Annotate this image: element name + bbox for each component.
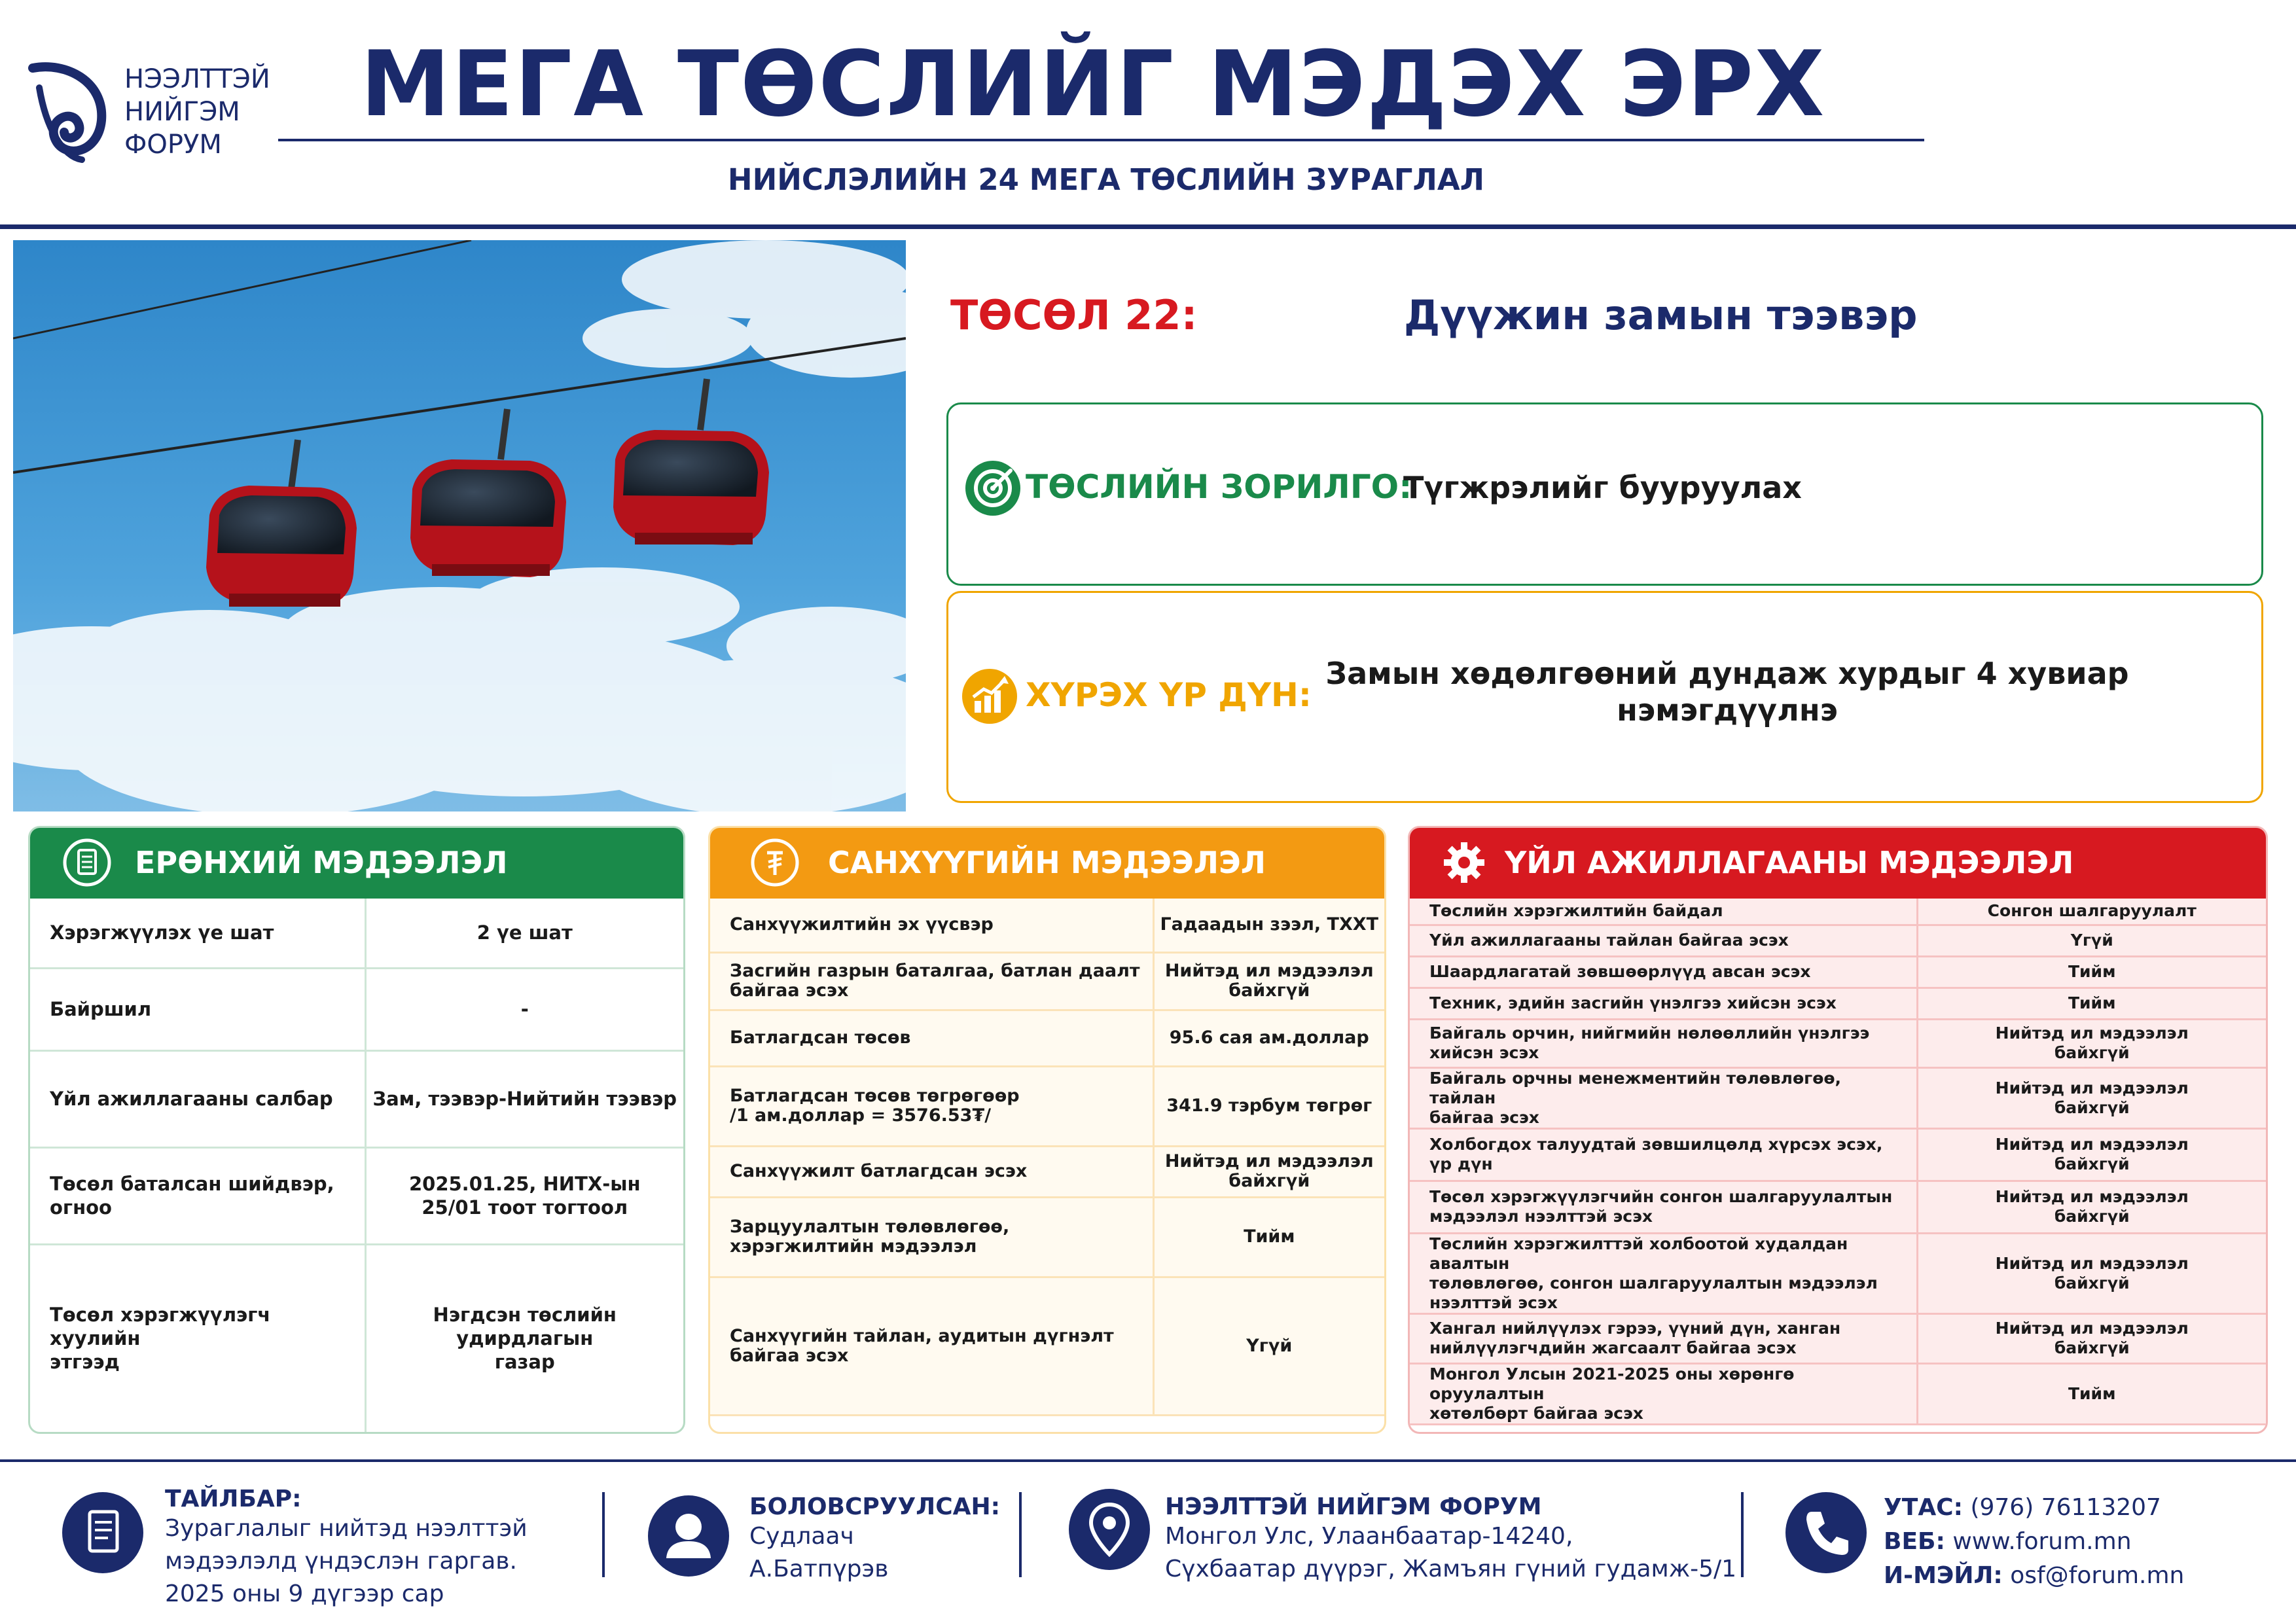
row-label-line: Үйл ажиллагааны салбар — [50, 1088, 333, 1110]
row-label — [30, 1244, 365, 1433]
target-icon — [965, 460, 1021, 516]
row-value-line: Сонгон шалгаруулалт — [1987, 901, 2197, 921]
result-box — [946, 591, 2263, 803]
row-label — [710, 899, 1153, 952]
row-value-line: 2 үе шат — [476, 921, 573, 944]
row-value-line: байхгүй — [2054, 1273, 2130, 1293]
result-label: ХҮРЭХ ҮР ДҮН: — [1026, 676, 1312, 714]
row-label-line: хийсэн эсэх — [1429, 1043, 1539, 1062]
row-value-line: Нийтэд ил мэдээлэл — [1995, 1253, 2189, 1273]
row-value-line: Үгүй — [2070, 931, 2113, 950]
general-info-card — [28, 826, 685, 1434]
logo-line: НЭЭЛТТЭЙ — [124, 64, 270, 94]
row-label-line: Байгаль орчны менежментийн төлөвлөгөө, тайлан — [1429, 1068, 1842, 1107]
table-row — [1410, 1313, 2266, 1363]
row-value — [1153, 899, 1384, 952]
row-value-line: байхгүй — [1229, 980, 1310, 1001]
row-value-line: Нэгдсэн төслийн удирдлагын — [433, 1304, 617, 1349]
row-value-line: байхгүй — [1229, 1171, 1310, 1191]
row-value-line: байхгүй — [2054, 1338, 2130, 1357]
row-value — [1917, 1181, 2266, 1233]
row-value-line: Нийтэд ил мэдээлэл — [1164, 961, 1374, 981]
row-value-line: Нийтэд ил мэдээлэл — [1995, 1187, 2189, 1206]
row-label-line: Шаардлагатай зөвшөөрлүүд авсан эсэх — [1429, 962, 1811, 981]
row-label-line: хэрэгжилтийн мэдээлэл — [730, 1236, 977, 1257]
row-label — [1410, 1181, 1917, 1233]
table-row — [1410, 1019, 2266, 1067]
gear-icon — [1441, 840, 1487, 885]
table-row — [1410, 956, 2266, 988]
row-value-line: Нийтэд ил мэдээлэл — [1164, 1151, 1374, 1171]
row-value — [1917, 956, 2266, 988]
row-label — [1410, 1233, 1917, 1313]
row-value — [1917, 1313, 2266, 1363]
table-row — [1410, 1181, 2266, 1233]
row-label — [1410, 1019, 1917, 1067]
forum-logo-icon — [26, 55, 111, 166]
logo-line: НИЙГЭМ — [124, 97, 240, 127]
footer-author-heading: БОЛОВСРУУЛСАН: — [749, 1493, 1001, 1520]
row-label-line: Төсөл хэрэгжүүлэгч хуулийн — [50, 1304, 271, 1349]
footer-author-line: Судлаач — [749, 1523, 854, 1550]
goal-label: ТӨСЛИЙН ЗОРИЛГО: — [1026, 468, 1412, 506]
row-label-line: Санхүүгийн тайлан, аудитын дүгнэлт — [730, 1325, 1114, 1346]
row-label-line: мэдээлэл нээлттэй эсэх — [1429, 1207, 1653, 1226]
row-value — [365, 1244, 683, 1433]
footer-separator — [602, 1492, 605, 1577]
table-row — [710, 899, 1384, 952]
footer-note-line: Зураглалыг нийтэд нээлттэй — [165, 1515, 528, 1542]
row-value-line: 2025.01.25, НИТХ-ын — [408, 1173, 641, 1195]
row-label — [30, 968, 365, 1050]
footer-separator — [1019, 1492, 1022, 1577]
row-value — [365, 1050, 683, 1147]
row-value — [1153, 1010, 1384, 1066]
row-label-line: төлөвлөгөө, сонгон шалгаруулалтын мэдээлэл — [1429, 1273, 1878, 1293]
row-label-line: Монгол Улсын 2021-2025 оны хөрөнгө оруулалтын — [1429, 1364, 1795, 1403]
web-label: ВЕБ: — [1884, 1528, 1945, 1555]
row-value-line: Тийм — [2068, 1383, 2116, 1403]
email-row — [1884, 1559, 2184, 1593]
row-label — [710, 1066, 1153, 1146]
row-value — [1153, 1146, 1384, 1197]
row-value — [1917, 988, 2266, 1019]
row-label — [1410, 899, 1917, 925]
general-info-header — [30, 828, 683, 899]
row-label-line: Хангал нийлүүлэх гэрээ, үүний дүн, ханган — [1429, 1319, 1841, 1338]
row-value — [1917, 925, 2266, 956]
row-value — [1917, 1019, 2266, 1067]
footer-org-line: Монгол Улс, Улаанбаатар-14240, — [1165, 1523, 1573, 1550]
finance-info-table — [710, 899, 1384, 1416]
table-row — [30, 1147, 683, 1244]
row-label — [30, 899, 365, 968]
row-value-line: Нийтэд ил мэдээлэл — [1995, 1135, 2189, 1154]
table-row — [1410, 988, 2266, 1019]
row-label — [710, 1146, 1153, 1197]
web-link[interactable]: www.forum.mn — [1952, 1528, 2132, 1555]
row-label-line: Техник, эдийн засгийн үнэлгээ хийсэн эсэх — [1429, 993, 1837, 1012]
phone-label: УТАС: — [1884, 1494, 1963, 1521]
finance-info-card — [708, 826, 1386, 1434]
footer-separator — [1741, 1492, 1744, 1577]
row-label-line: Зарцуулалтын төлөвлөгөө, — [730, 1217, 1010, 1237]
person-icon — [648, 1495, 729, 1577]
footer-note — [165, 1486, 528, 1611]
row-value-line: байхгүй — [2054, 1154, 2130, 1173]
row-label-line: нийлүүлэгчдийн жагсаалт байгаа эсэх — [1429, 1338, 1797, 1357]
row-value-line: 95.6 сая ам.доллар — [1169, 1027, 1369, 1048]
row-label-line: этгээд — [50, 1351, 120, 1373]
table-row — [1410, 1363, 2266, 1424]
row-label-line: Төсөл хэрэгжүүлэгчийн сонгон шалгаруулалтын — [1429, 1187, 1893, 1206]
operations-info-card — [1408, 826, 2268, 1434]
row-label-line: Батлагдсан төсөв — [730, 1027, 911, 1048]
table-row — [710, 1010, 1384, 1066]
email-label: И-МЭЙЛ: — [1884, 1562, 2003, 1589]
forum-logo-text — [124, 63, 270, 161]
table-row — [710, 1066, 1384, 1146]
row-label — [710, 1277, 1153, 1415]
row-value-line: Үгүй — [1246, 1335, 1293, 1356]
location-pin-icon — [1069, 1489, 1150, 1570]
growth-chart-icon — [961, 668, 1018, 724]
operations-info-header — [1410, 828, 2266, 899]
row-value — [1917, 1067, 2266, 1128]
phone-value[interactable]: (976) 76113207 — [1970, 1494, 2161, 1521]
row-label — [1410, 1067, 1917, 1128]
row-label-line: Санхүүжилт батлагдсан эсэх — [730, 1161, 1028, 1181]
row-value-line: Тийм — [2068, 962, 2116, 981]
table-row — [710, 952, 1384, 1010]
row-value-line: Тийм — [2068, 993, 2116, 1012]
table-row — [1410, 1128, 2266, 1181]
row-value — [1917, 1128, 2266, 1181]
row-label — [1410, 1313, 1917, 1363]
operations-info-table — [1410, 899, 2266, 1425]
row-label — [1410, 1363, 1917, 1424]
table-row — [30, 1244, 683, 1433]
table-row — [1410, 899, 2266, 925]
table-row — [1410, 1233, 2266, 1313]
row-label-line: Төслийн хэрэгжилттэй холбоотой худалдан авалтын — [1429, 1234, 1848, 1273]
row-value-line: Зам, тээвэр-Нийтийн тээвэр — [372, 1088, 677, 1110]
table-row — [710, 1197, 1384, 1277]
row-label-line: Хэрэгжүүлэх үе шат — [50, 921, 274, 944]
row-value — [1917, 1363, 2266, 1424]
row-label-line: Төслийн хэрэгжилтийн байдал — [1429, 901, 1723, 921]
table-row — [710, 1277, 1384, 1415]
row-label-line: нээлттэй эсэх — [1429, 1293, 1558, 1312]
phone-row — [1884, 1491, 2184, 1525]
row-label-line: үр дүн — [1429, 1154, 1493, 1173]
row-label — [1410, 1128, 1917, 1181]
row-label-line: байгаа эсэх — [730, 1345, 849, 1366]
row-value-line: байхгүй — [2054, 1043, 2130, 1062]
logo-line: ФОРУМ — [124, 130, 222, 160]
footer-note-heading: ТАЙЛБАР: — [165, 1486, 302, 1512]
project-name: Дүүжин замын тээвэр — [1404, 291, 1918, 339]
email-link[interactable]: osf@forum.mn — [2010, 1562, 2185, 1589]
row-label — [30, 1050, 365, 1147]
general-info-table — [30, 899, 683, 1434]
footer-author — [749, 1493, 1000, 1586]
row-label-line: /1 ам.доллар = 3576.53₮/ — [730, 1105, 992, 1126]
row-value — [1153, 1197, 1384, 1277]
row-label-line: хөтөлбөрт байгаа эсэх — [1429, 1403, 1643, 1423]
table-row — [710, 1146, 1384, 1197]
footer-organization — [1165, 1493, 1736, 1586]
row-value — [1153, 952, 1384, 1010]
row-value-line: 25/01 тоот тогтоол — [422, 1196, 628, 1219]
result-value-line: Замын хөдөлгөөний дундаж хурдыг 4 хувиар — [1325, 656, 2129, 691]
row-value-line: байхгүй — [2054, 1097, 2130, 1117]
row-value — [1917, 1233, 2266, 1313]
row-value-line: 341.9 тэрбум төгрөг — [1166, 1096, 1372, 1116]
document-icon — [63, 838, 111, 887]
goal-box — [946, 402, 2263, 586]
project-number: ТӨСӨЛ 22: — [950, 291, 1198, 339]
footer-org-heading: НЭЭЛТТЭЙ НИЙГЭМ ФОРУМ — [1165, 1493, 1542, 1520]
row-label-line: Холбогдох талуудтай зөвшилцөлд хүрсэх эсэх, — [1429, 1135, 1883, 1154]
table-row — [30, 1050, 683, 1147]
row-value-line: Нийтэд ил мэдээлэл — [1995, 1078, 2189, 1097]
row-value-line: Тийм — [1244, 1226, 1295, 1247]
row-label-line: Төсөл баталсан шийдвэр, огноо — [50, 1173, 334, 1219]
row-value-line: Гадаадын зээл, ТХХТ — [1160, 914, 1379, 935]
row-label — [1410, 925, 1917, 956]
row-label-line: Батлагдсан төсөв төгрөгөөр — [730, 1086, 1020, 1106]
row-label-line: Байршил — [50, 998, 152, 1020]
web-row — [1884, 1525, 2184, 1559]
finance-info-header — [710, 828, 1384, 899]
row-label — [1410, 988, 1917, 1019]
footer-org-line: Сүхбаатар дүүрэг, Жамъян гүний гудамж-5/1 — [1165, 1556, 1737, 1582]
row-value — [1153, 1277, 1384, 1415]
row-value — [1153, 1066, 1384, 1146]
table-row — [30, 968, 683, 1050]
document-note-icon — [62, 1492, 143, 1573]
general-info-title: ЕРӨНХИЙ МЭДЭЭЛЭЛ — [135, 845, 508, 880]
row-label — [710, 1197, 1153, 1277]
row-value-line: Нийтэд ил мэдээлэл — [1995, 1024, 2189, 1043]
title-divider — [278, 139, 1924, 141]
row-label-line: Үйл ажиллагааны тайлан байгаа эсэх — [1429, 931, 1789, 950]
row-label-line: Засгийн газрын баталгаа, батлан даалт — [730, 961, 1140, 981]
finance-info-title: САНХҮҮГИЙН МЭДЭЭЛЭЛ — [828, 845, 1266, 880]
row-label — [710, 952, 1153, 1010]
row-value-line: - — [520, 998, 529, 1020]
header-divider — [0, 224, 2296, 229]
result-value — [1302, 655, 2153, 728]
currency-icon — [751, 838, 799, 887]
footer-author-line: А.Батпүрэв — [749, 1556, 889, 1582]
gondola-photo — [13, 240, 906, 812]
row-value-line: байхгүй — [2054, 1207, 2130, 1226]
row-label-line: байгаа эсэх — [730, 980, 849, 1001]
row-value — [365, 899, 683, 968]
row-label-line: Байгаль орчин, нийгмийн нөлөөллийн үнэлгээ — [1429, 1024, 1870, 1043]
footer-divider — [0, 1459, 2296, 1462]
row-value — [365, 1147, 683, 1244]
row-value-line: газар — [494, 1351, 555, 1373]
table-row — [30, 899, 683, 968]
row-label — [1410, 956, 1917, 988]
row-label-line: байгаа эсэх — [1429, 1107, 1539, 1127]
page-title: МЕГА ТӨСЛИЙГ МЭДЭХ ЭРХ — [360, 31, 1826, 137]
phone-icon — [1785, 1492, 1867, 1573]
row-label — [30, 1147, 365, 1244]
operations-info-title: ҮЙЛ АЖИЛЛАГААНЫ МЭДЭЭЛЭЛ — [1505, 845, 2074, 880]
row-value — [365, 968, 683, 1050]
footer-contacts — [1884, 1491, 2184, 1593]
goal-value: Түгжрэлийг бууруулах — [1403, 470, 1802, 505]
page-subtitle: НИЙСЛЭЛИЙН 24 МЕГА ТӨСЛИЙН ЗУРАГЛАЛ — [727, 162, 1485, 197]
row-value-line: Нийтэд ил мэдээлэл — [1995, 1319, 2189, 1338]
row-value — [1917, 899, 2266, 925]
table-row — [1410, 1067, 2266, 1128]
footer-note-line: 2025 оны 9 дүгээр сар — [165, 1580, 444, 1607]
footer-note-line: мэдээлэлд үндэслэн гаргав. — [165, 1548, 517, 1575]
result-value-line: нэмэгдүүлнэ — [1617, 692, 1838, 728]
row-label-line: Санхүүжилтийн эх үүсвэр — [730, 914, 994, 935]
table-row — [1410, 925, 2266, 956]
row-label — [710, 1010, 1153, 1066]
